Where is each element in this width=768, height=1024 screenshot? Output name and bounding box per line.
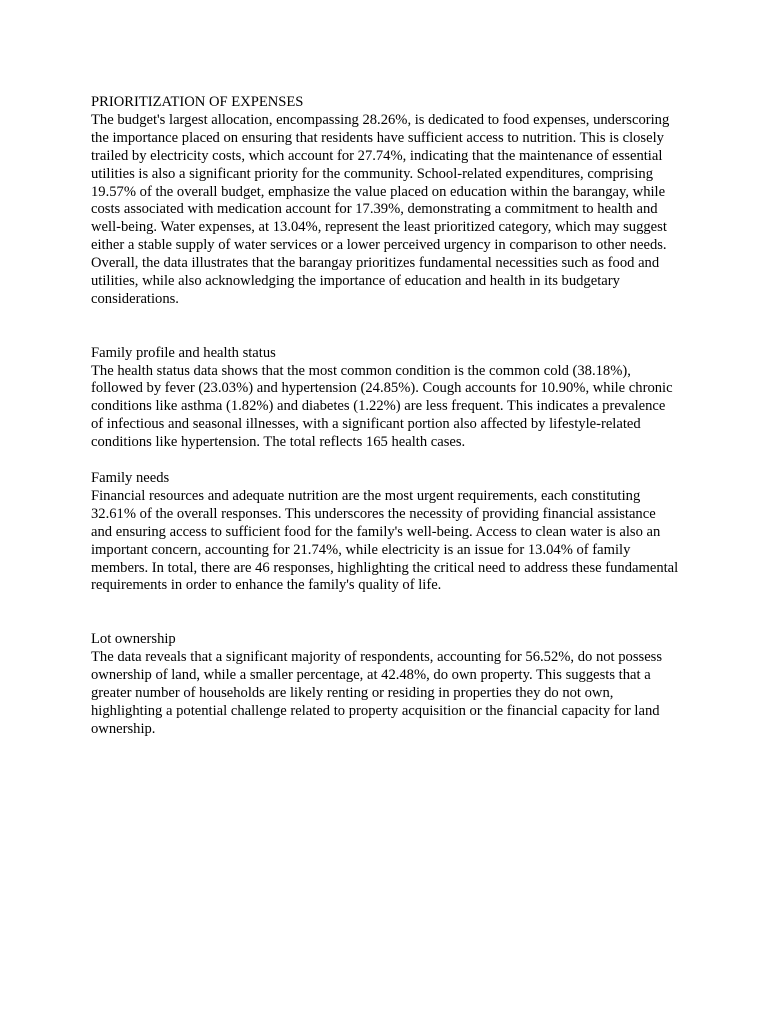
section-heading: PRIORITIZATION OF EXPENSES [91,94,304,110]
section-heading: Lot ownership [91,631,176,648]
section-paragraph: The data reveals that a significant majority of respondents, accounting for 56.52%, do not possess ownership of land, while a smaller percentage, at 42.48%, do own property. This suggests that a greater number of households are likely renting or residing in properties they do not own, highlighting a potential challenge related to property acquisition or the financial capacity for land ownership. [91,649,663,737]
section-family-profile [91,345,679,452]
spacer [91,452,679,470]
section-family-needs [91,470,679,595]
section-lot-ownership [91,631,679,738]
section-heading: Family needs [91,470,170,486]
document-body [91,94,679,739]
spacer [91,309,679,345]
spacer [91,595,679,631]
section-heading: Family profile and health status [91,344,276,361]
section-paragraph: The budget's largest allocation, encompassing 28.26%, is dedicated to food expenses, underscoring the importance placed on ensuring that residents have sufficient access to nutrition. This is closely trailed by electricity costs, which account for 27.74%, indicating that the maintenance of essential utilities is also a significant priority for the community. School-related expenditures, comprising 19.57% of the overall budget, emphasize the value placed on education within the barangay, while costs associated with medication account for 17.39%, demonstrating a commitment to health and well-being. Water expenses, at 13.04%, represent the least prioritized category, which may suggest either a stable supply of water services or a lower perceived urgency in comparison to other needs. Overall, the data illustrates that the barangay prioritizes fundamental necessities such as food and utilities, while also acknowledging the importance of education and health in its budgetary considerations. [91,111,670,307]
section-paragraph: The health status data shows that the most common condition is the common cold (38.18%), followed by fever (23.03%) and hypertension (24.85%). Cough accounts for 10.90%, while chronic conditions like asthma (1.82%) and diabetes (1.22%) are less frequent. This indicates a prevalence of infectious and seasonal illnesses, with a significant portion also affected by lifestyle-related conditions like hypertension. The total reflects 165 health cases. [91,362,673,451]
section-prioritization-of-expenses [91,94,679,309]
section-paragraph: Financial resources and adequate nutrition are the most urgent requirements, each constituting 32.61% of the overall responses. This underscores the necessity of providing financial assistance and ensuring access to sufficient food for the family's well-being. Access to clean water is also an important concern, accounting for 21.74%, while electricity is an issue for 13.04% of family members. In total, there are 46 responses, highlighting the critical need to address these fundamental requirements in order to enhance the family's quality of life. [91,487,679,594]
